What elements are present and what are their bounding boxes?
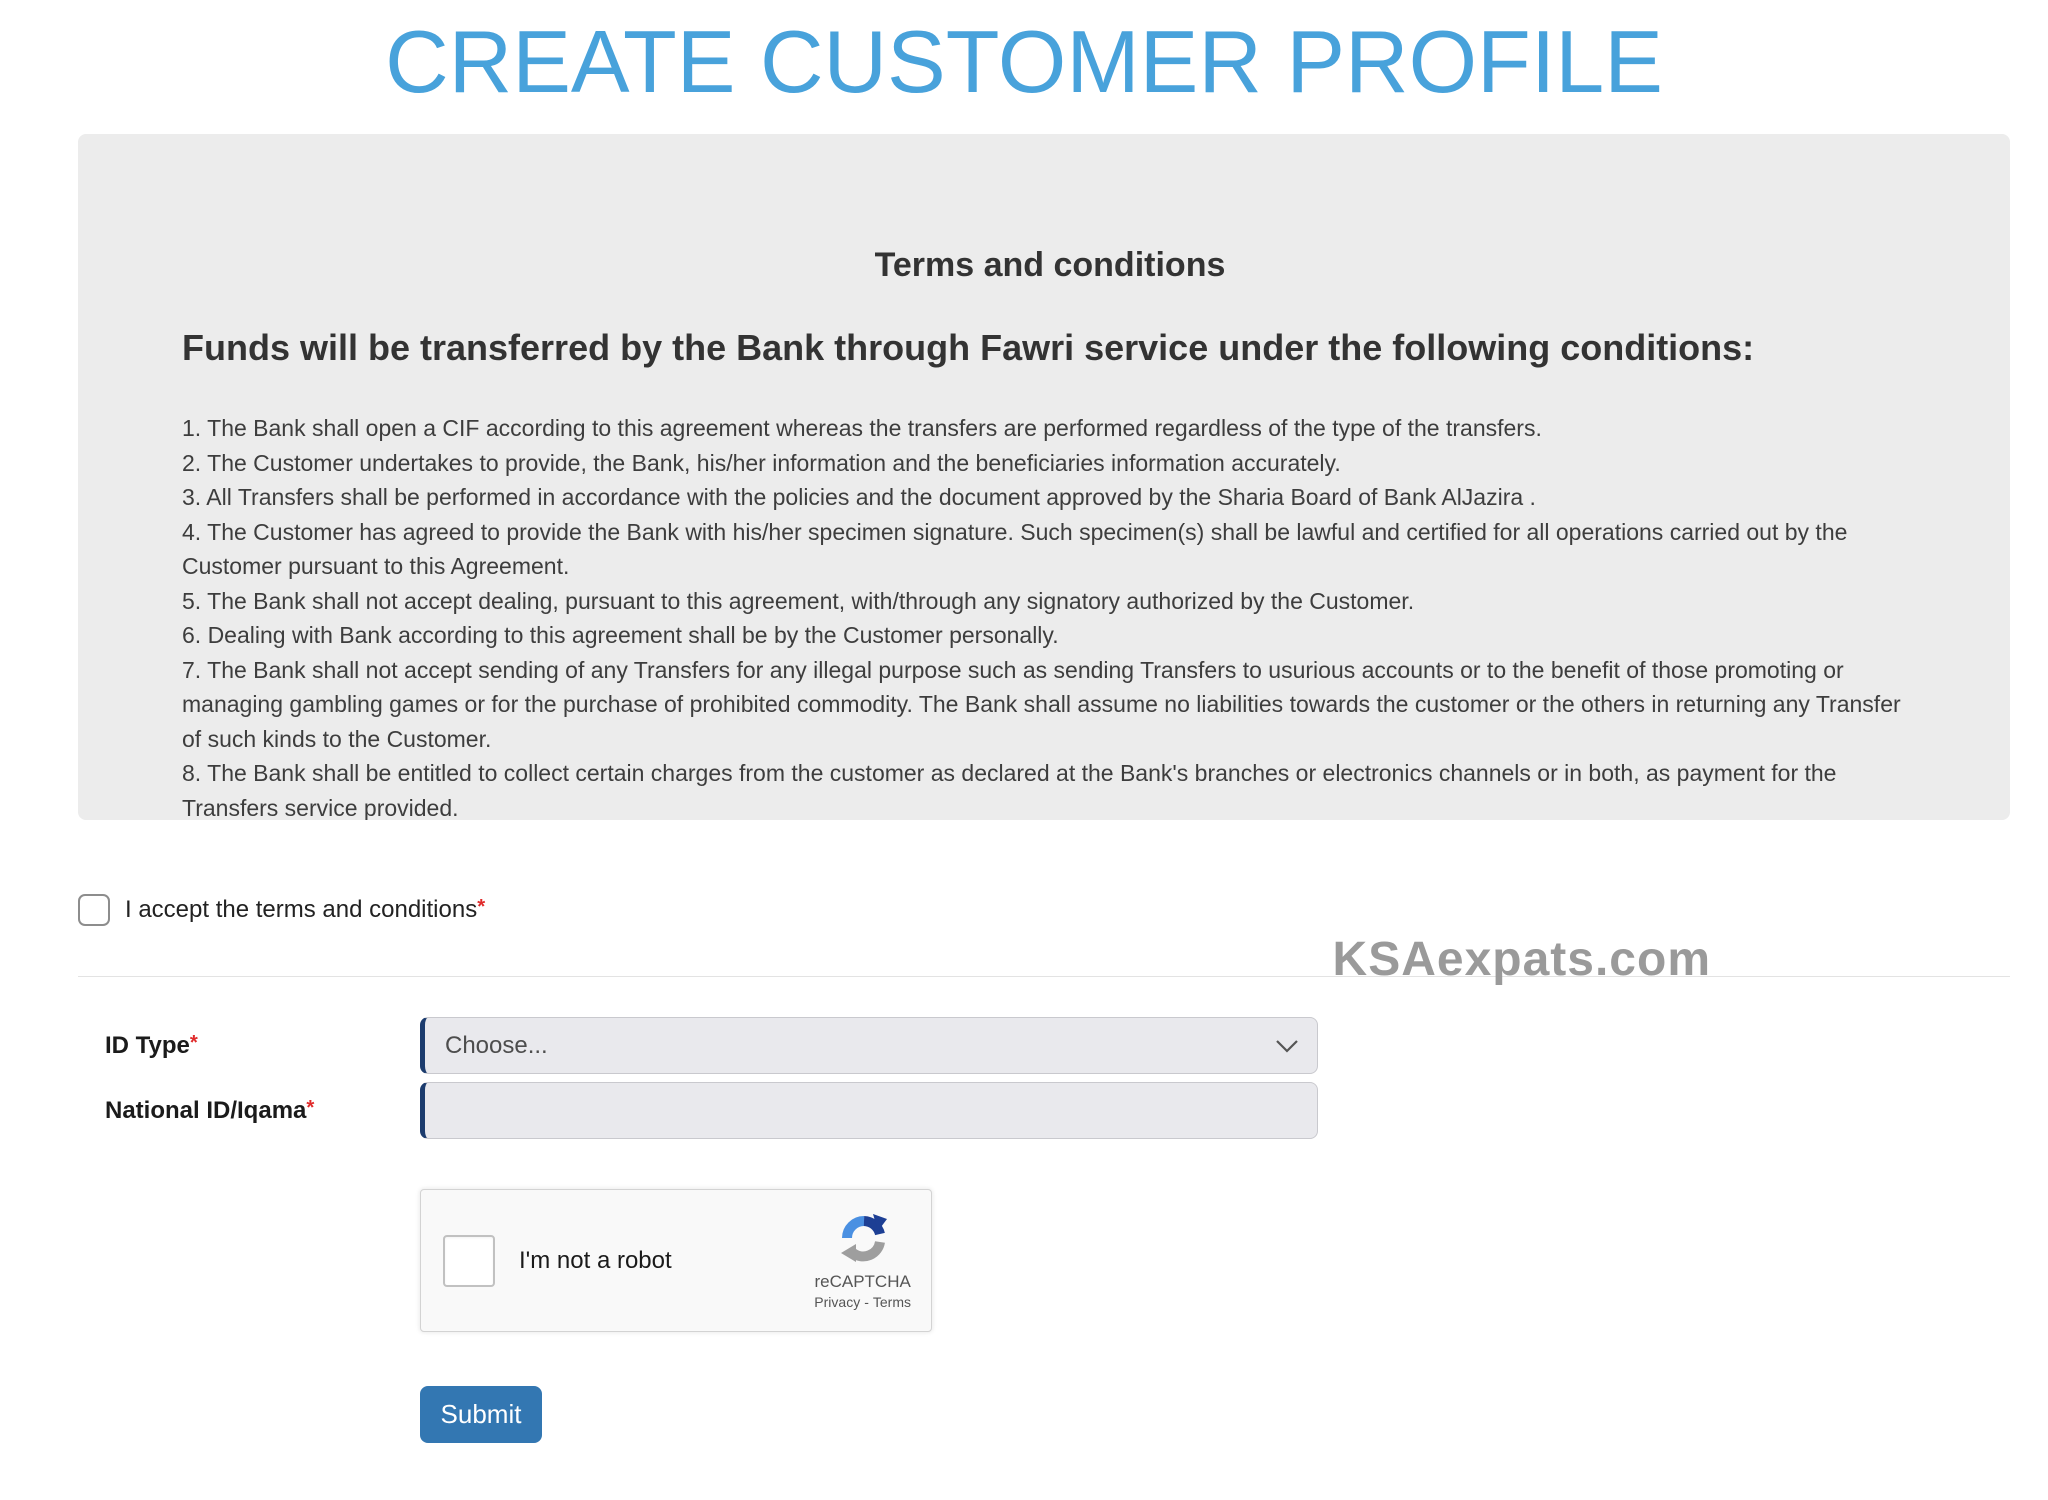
accept-terms-checkbox[interactable] <box>78 894 110 926</box>
customer-profile-form <box>0 1017 2048 1443</box>
recaptcha-branding <box>814 1212 911 1310</box>
national-id-label-text: National ID/Iqama <box>105 1096 307 1124</box>
national-id-input[interactable] <box>420 1082 1318 1139</box>
accept-terms-text: I accept the terms and conditions <box>125 896 478 924</box>
recaptcha-label: I'm not a robot <box>519 1246 672 1274</box>
chevron-down-icon <box>1275 1039 1299 1053</box>
terms-item: 6. Dealing with Bank according to this agreement shall be by the Customer personally. <box>182 622 1059 649</box>
id-type-label <box>105 1032 420 1060</box>
recaptcha-brand-text: reCAPTCHA <box>814 1271 911 1291</box>
terms-heading: Terms and conditions <box>874 246 1226 285</box>
submit-button[interactable]: Submit <box>420 1386 542 1443</box>
terms-item: 4. The Customer has agreed to provide the Bank with his/her specimen signature. Such specimen(s) shall be lawful and certified for all operations carried out by the Customer pursuant to this Agreement. <box>182 518 1848 580</box>
terms-scroll-box[interactable] <box>78 134 2010 820</box>
id-type-selected-value: Choose... <box>445 1031 548 1059</box>
recaptcha-widget <box>420 1189 932 1332</box>
watermark: KSAexpats.com <box>1332 933 1711 987</box>
recaptcha-links <box>814 1294 911 1310</box>
recaptcha-logo-icon <box>839 1212 887 1267</box>
terms-subheading: Funds will be transferred by the Bank through Fawri service under the following conditions: <box>182 327 1755 369</box>
terms-list <box>182 411 1918 820</box>
national-id-label <box>105 1097 420 1125</box>
recaptcha-checkbox[interactable] <box>443 1235 495 1287</box>
privacy-link[interactable]: Privacy <box>814 1293 861 1310</box>
terms-item: 1. The Bank shall open a CIF according to this agreement whereas the transfers are performed regardless of the type of the transfers. <box>182 415 1542 442</box>
id-type-select[interactable] <box>420 1017 1318 1074</box>
required-asterisk: * <box>306 1096 315 1119</box>
terms-item: 7. The Bank shall not accept sending of any Transfers for any illegal purpose such as sending Transfers to usurious accounts or to the benefit of those promoting or managing gambling games or for the purchase of prohibited commodity. The Bank shall assume no liabilities towards the customer or the others in returning any Transfer of such kinds to the Customer. <box>182 656 1901 752</box>
links-separator: - <box>864 1293 869 1310</box>
terms-link[interactable]: Terms <box>872 1293 911 1310</box>
page-title: CREATE CUSTOMER PROFILE <box>385 12 1663 111</box>
accept-terms-row <box>78 894 2048 926</box>
terms-item: 2. The Customer undertakes to provide, the Bank, his/her information and the beneficiaries information accurately. <box>182 449 1341 476</box>
national-id-row <box>105 1082 2048 1139</box>
id-type-row <box>105 1017 2048 1074</box>
terms-item: 5. The Bank shall not accept dealing, pursuant to this agreement, with/through any signatory authorized by the Customer. <box>182 587 1415 614</box>
accept-terms-label[interactable] <box>125 896 485 924</box>
required-asterisk: * <box>477 896 486 919</box>
id-type-label-text: ID Type <box>105 1031 190 1059</box>
required-asterisk: * <box>189 1031 198 1054</box>
divider <box>78 976 2010 977</box>
terms-item: 8. The Bank shall be entitled to collect certain charges from the customer as declared at the Bank's branches or electronics channels or in both, as payment for the Transfers service provided. <box>182 760 1837 821</box>
divider-section <box>0 933 2048 987</box>
terms-item: 3. All Transfers shall be performed in accordance with the policies and the document approved by the Sharia Board of Bank AlJazira . <box>182 484 1536 511</box>
